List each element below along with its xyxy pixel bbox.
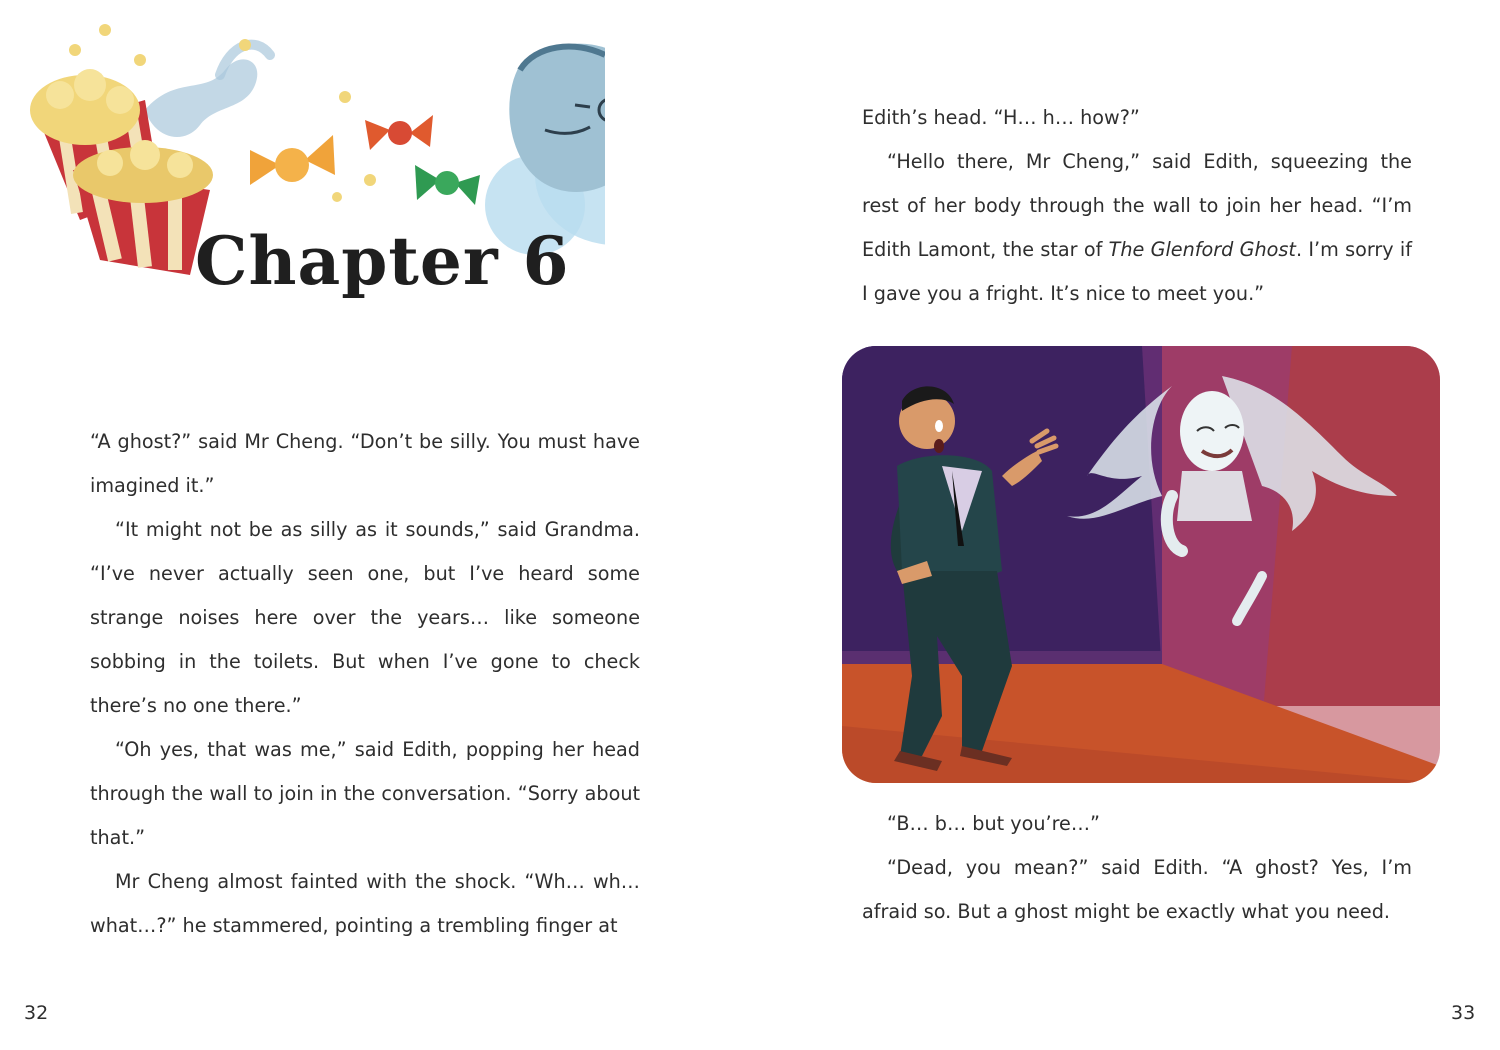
chapter-title: Chapter 6 <box>195 222 570 300</box>
right-page-text-bottom <box>862 802 1412 934</box>
paragraph-part: “Hello there, Mr Cheng,” said Edith, squeezing the rest of her body through the wall to join her head. “I’m Edith Lamont, the star of <box>862 150 1412 261</box>
page-number-left: 32 <box>24 1002 49 1024</box>
paragraph: Mr Cheng almost fainted with the shock. “Wh… wh… what…?” he stammered, pointing a trembling finger at <box>90 870 640 937</box>
film-title: The Glenford Ghost <box>1108 238 1296 261</box>
paragraph: “Dead, you mean?” said Edith. “A ghost? Yes, I’m afraid so. But a ghost might be exactly what you need. <box>862 856 1412 923</box>
green-candy-icon <box>415 165 480 205</box>
page-number-right: 33 <box>1451 1002 1476 1024</box>
paragraph-part: . I’m sorry if I gave you a fright. It’s nice to meet you.” <box>862 238 1412 305</box>
paragraph: “A ghost?” said Mr Cheng. “Don’t be silly. You must have imagined it.” <box>90 430 640 497</box>
orange-candy-icon <box>250 135 335 185</box>
ghost-swirl <box>145 59 257 137</box>
paragraph: Edith’s head. “H… h… how?” <box>862 106 1140 129</box>
ghost-scene-illustration <box>842 346 1440 783</box>
paragraph: “It might not be as silly as it sounds,” said Grandma. “I’ve never actually seen one, but I’ve heard some strange noises here over the years… like someone sobbing in the toilets. But when I’ve gone to check there’s no one there.” <box>90 518 640 717</box>
red-candy-icon <box>365 115 433 150</box>
paragraph <box>862 140 1412 316</box>
paragraph: “B… b… but you’re…” <box>887 812 1100 835</box>
paragraph: “Oh yes, that was me,” said Edith, popping her head through the wall to join in the conversation. “Sorry about that.” <box>90 738 640 849</box>
right-page-text-top <box>862 96 1412 316</box>
left-page-text <box>90 420 640 948</box>
